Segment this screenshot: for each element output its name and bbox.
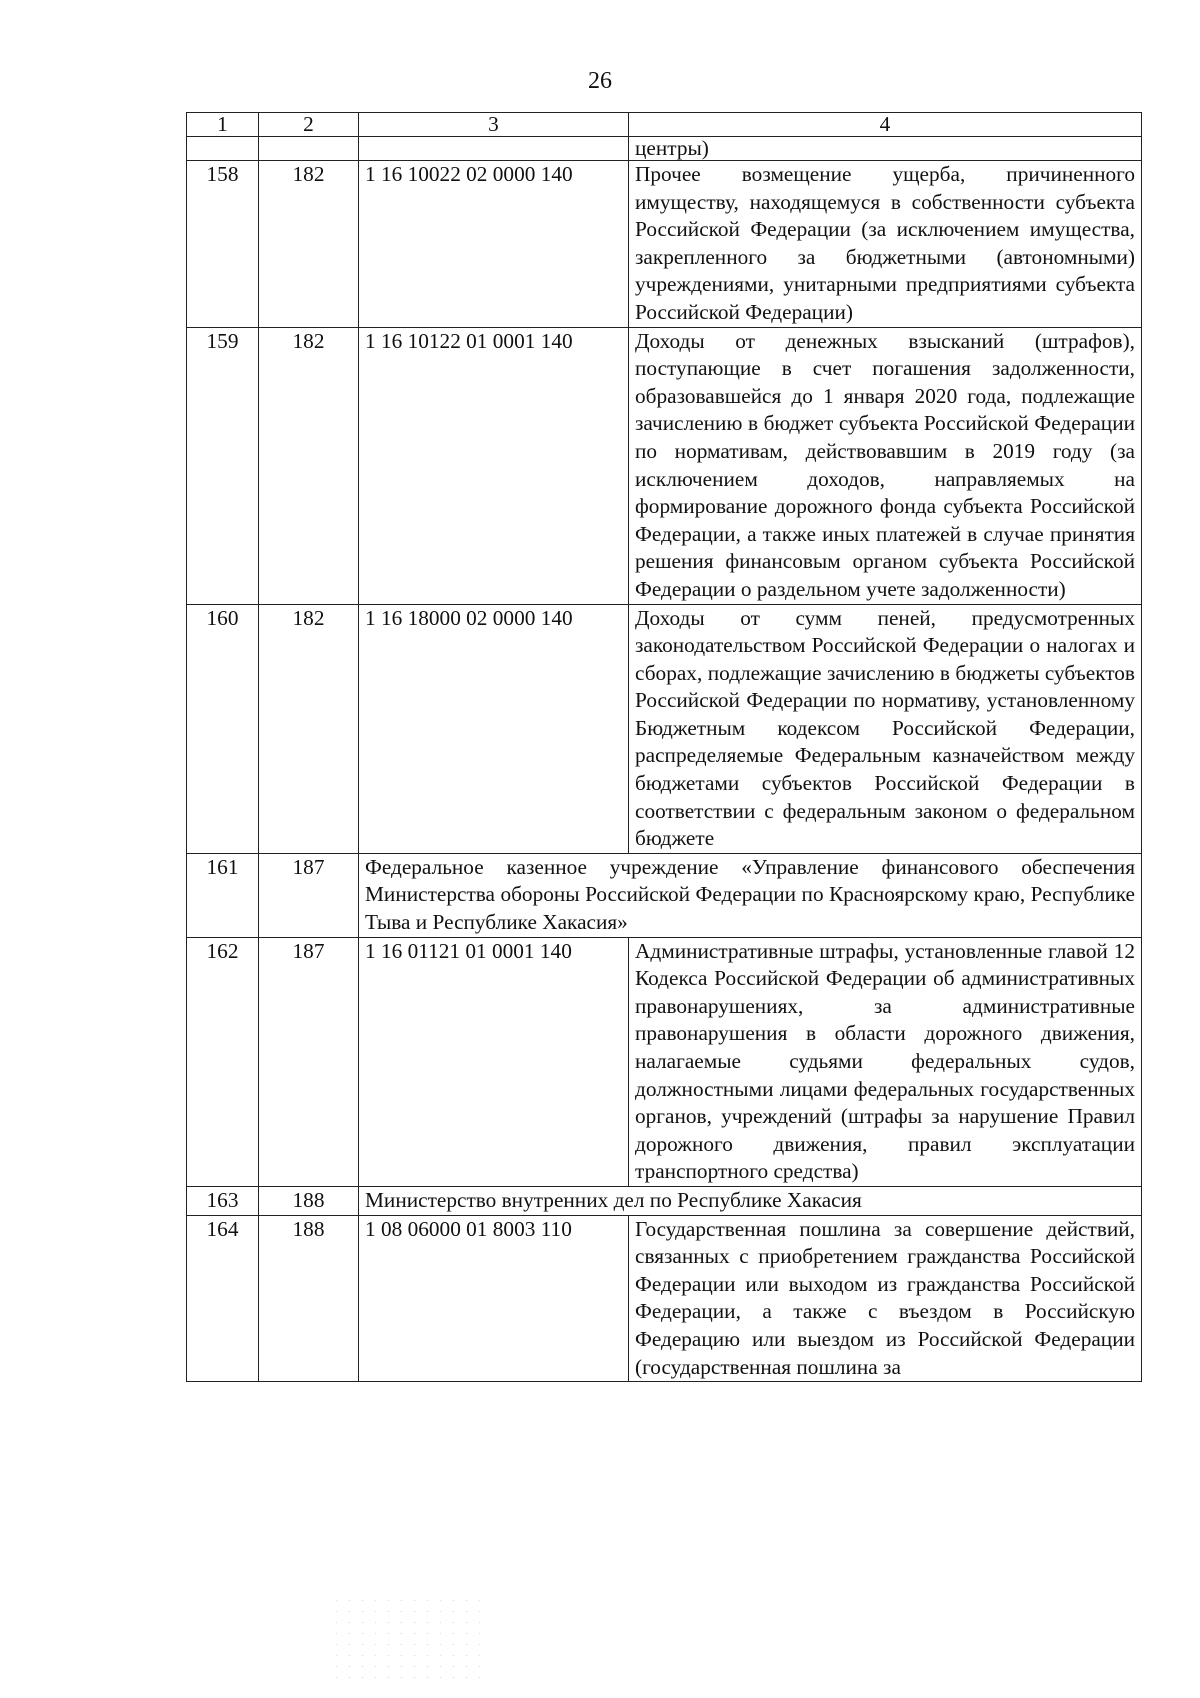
admin-code: 182 [259,604,359,853]
row-number: 163 [187,1186,259,1215]
row-number: 159 [187,327,259,604]
header-col-2: 2 [259,113,359,137]
table-row [187,327,1142,604]
header-col-1: 1 [187,113,259,137]
revenue-description: Прочее возмещение ущерба, причиненного имуществу, находящемуся в собственности субъекта Российской Федерации (за исключением имущества, закрепленного за бюджетными (автономными) учреждениями, унитарными предприятиями субъекта Российской Федерации) [629,161,1142,328]
table-row [187,604,1142,853]
scan-noise [330,1595,490,1685]
revenue-description: Доходы от денежных взысканий (штрафов), поступающие в счет погашения задолженности, образовавшейся до 1 января 2020 года, подлежащие зачислению в бюджет субъекта Российской Федерации по нормативам, действовавшим в 2019 году (за исключением доходов, направляемых на формирование дорожного фонда субъекта Российской Федерации, а также иных платежей в случае принятия решения финансовым органом субъекта Российской Федерации о раздельном учете задолженности) [629,327,1142,604]
page-number: 26 [588,68,612,94]
table-row [187,161,1142,328]
admin-code: 187 [259,937,359,1186]
header-col-3: 3 [359,113,629,137]
revenue-description: Административные штрафы, установленные главой 12 Кодекса Российской Федерации об административных правонарушениях, за административные правонарушения в области дорожного движения, налагаемые судьями федеральных судов, должностными лицами федеральных государственных органов, учреждений (штрафы за нарушение Правил дорожного движения, правил эксплуатации транспортного средства) [629,937,1142,1186]
admin-code: 182 [259,161,359,328]
admin-code: 187 [259,853,359,937]
administrator-name: Министерство внутренних дел по Республике Хакасия [359,1186,1142,1215]
admin-code: 188 [259,1186,359,1215]
continuation-text: центры) [629,137,1142,161]
row-number: 164 [187,1215,259,1382]
table-row [187,937,1142,1186]
table-header-row [187,113,1142,137]
revenue-description: Доходы от сумм пеней, предусмотренных законодательством Российской Федерации о налогах и сборах, подлежащие зачислению в бюджеты субъектов Российской Федерации по нормативу, установленному Бюджетным кодексом Российской Федерации, распределяемые Федеральным казначейством между бюджетами субъектов Российской Федерации в соответствии с федеральным законом о федеральном бюджете [629,604,1142,853]
row-number: 160 [187,604,259,853]
revenue-codes-table [186,112,1142,1382]
continuation-row [187,137,1142,161]
row-number: 158 [187,161,259,328]
table-row [187,1215,1142,1382]
budget-code: 1 16 18000 02 0000 140 [359,604,629,853]
budget-code: 1 08 06000 01 8003 110 [359,1215,629,1382]
admin-code: 188 [259,1215,359,1382]
budget-code: 1 16 10122 01 0001 140 [359,327,629,604]
budget-code: 1 16 01121 01 0001 140 [359,937,629,1186]
administrator-name: Федеральное казенное учреждение «Управление финансового обеспечения Министерства обороны Российской Федерации по Красноярскому краю, Республике Тыва и Республике Хакасия» [359,853,1142,937]
admin-code: 182 [259,327,359,604]
revenue-description: Государственная пошлина за совершение действий, связанных с приобретением гражданства Российской Федерации или выходом из гражданства Российской Федерации, а также с въездом в Российскую Федерацию или выездом из Российской Федерации (государственная пошлина за [629,1215,1142,1382]
table-row [187,853,1142,937]
table-row [187,1186,1142,1215]
row-number: 162 [187,937,259,1186]
header-col-4: 4 [629,113,1142,137]
budget-code: 1 16 10022 02 0000 140 [359,161,629,328]
row-number: 161 [187,853,259,937]
